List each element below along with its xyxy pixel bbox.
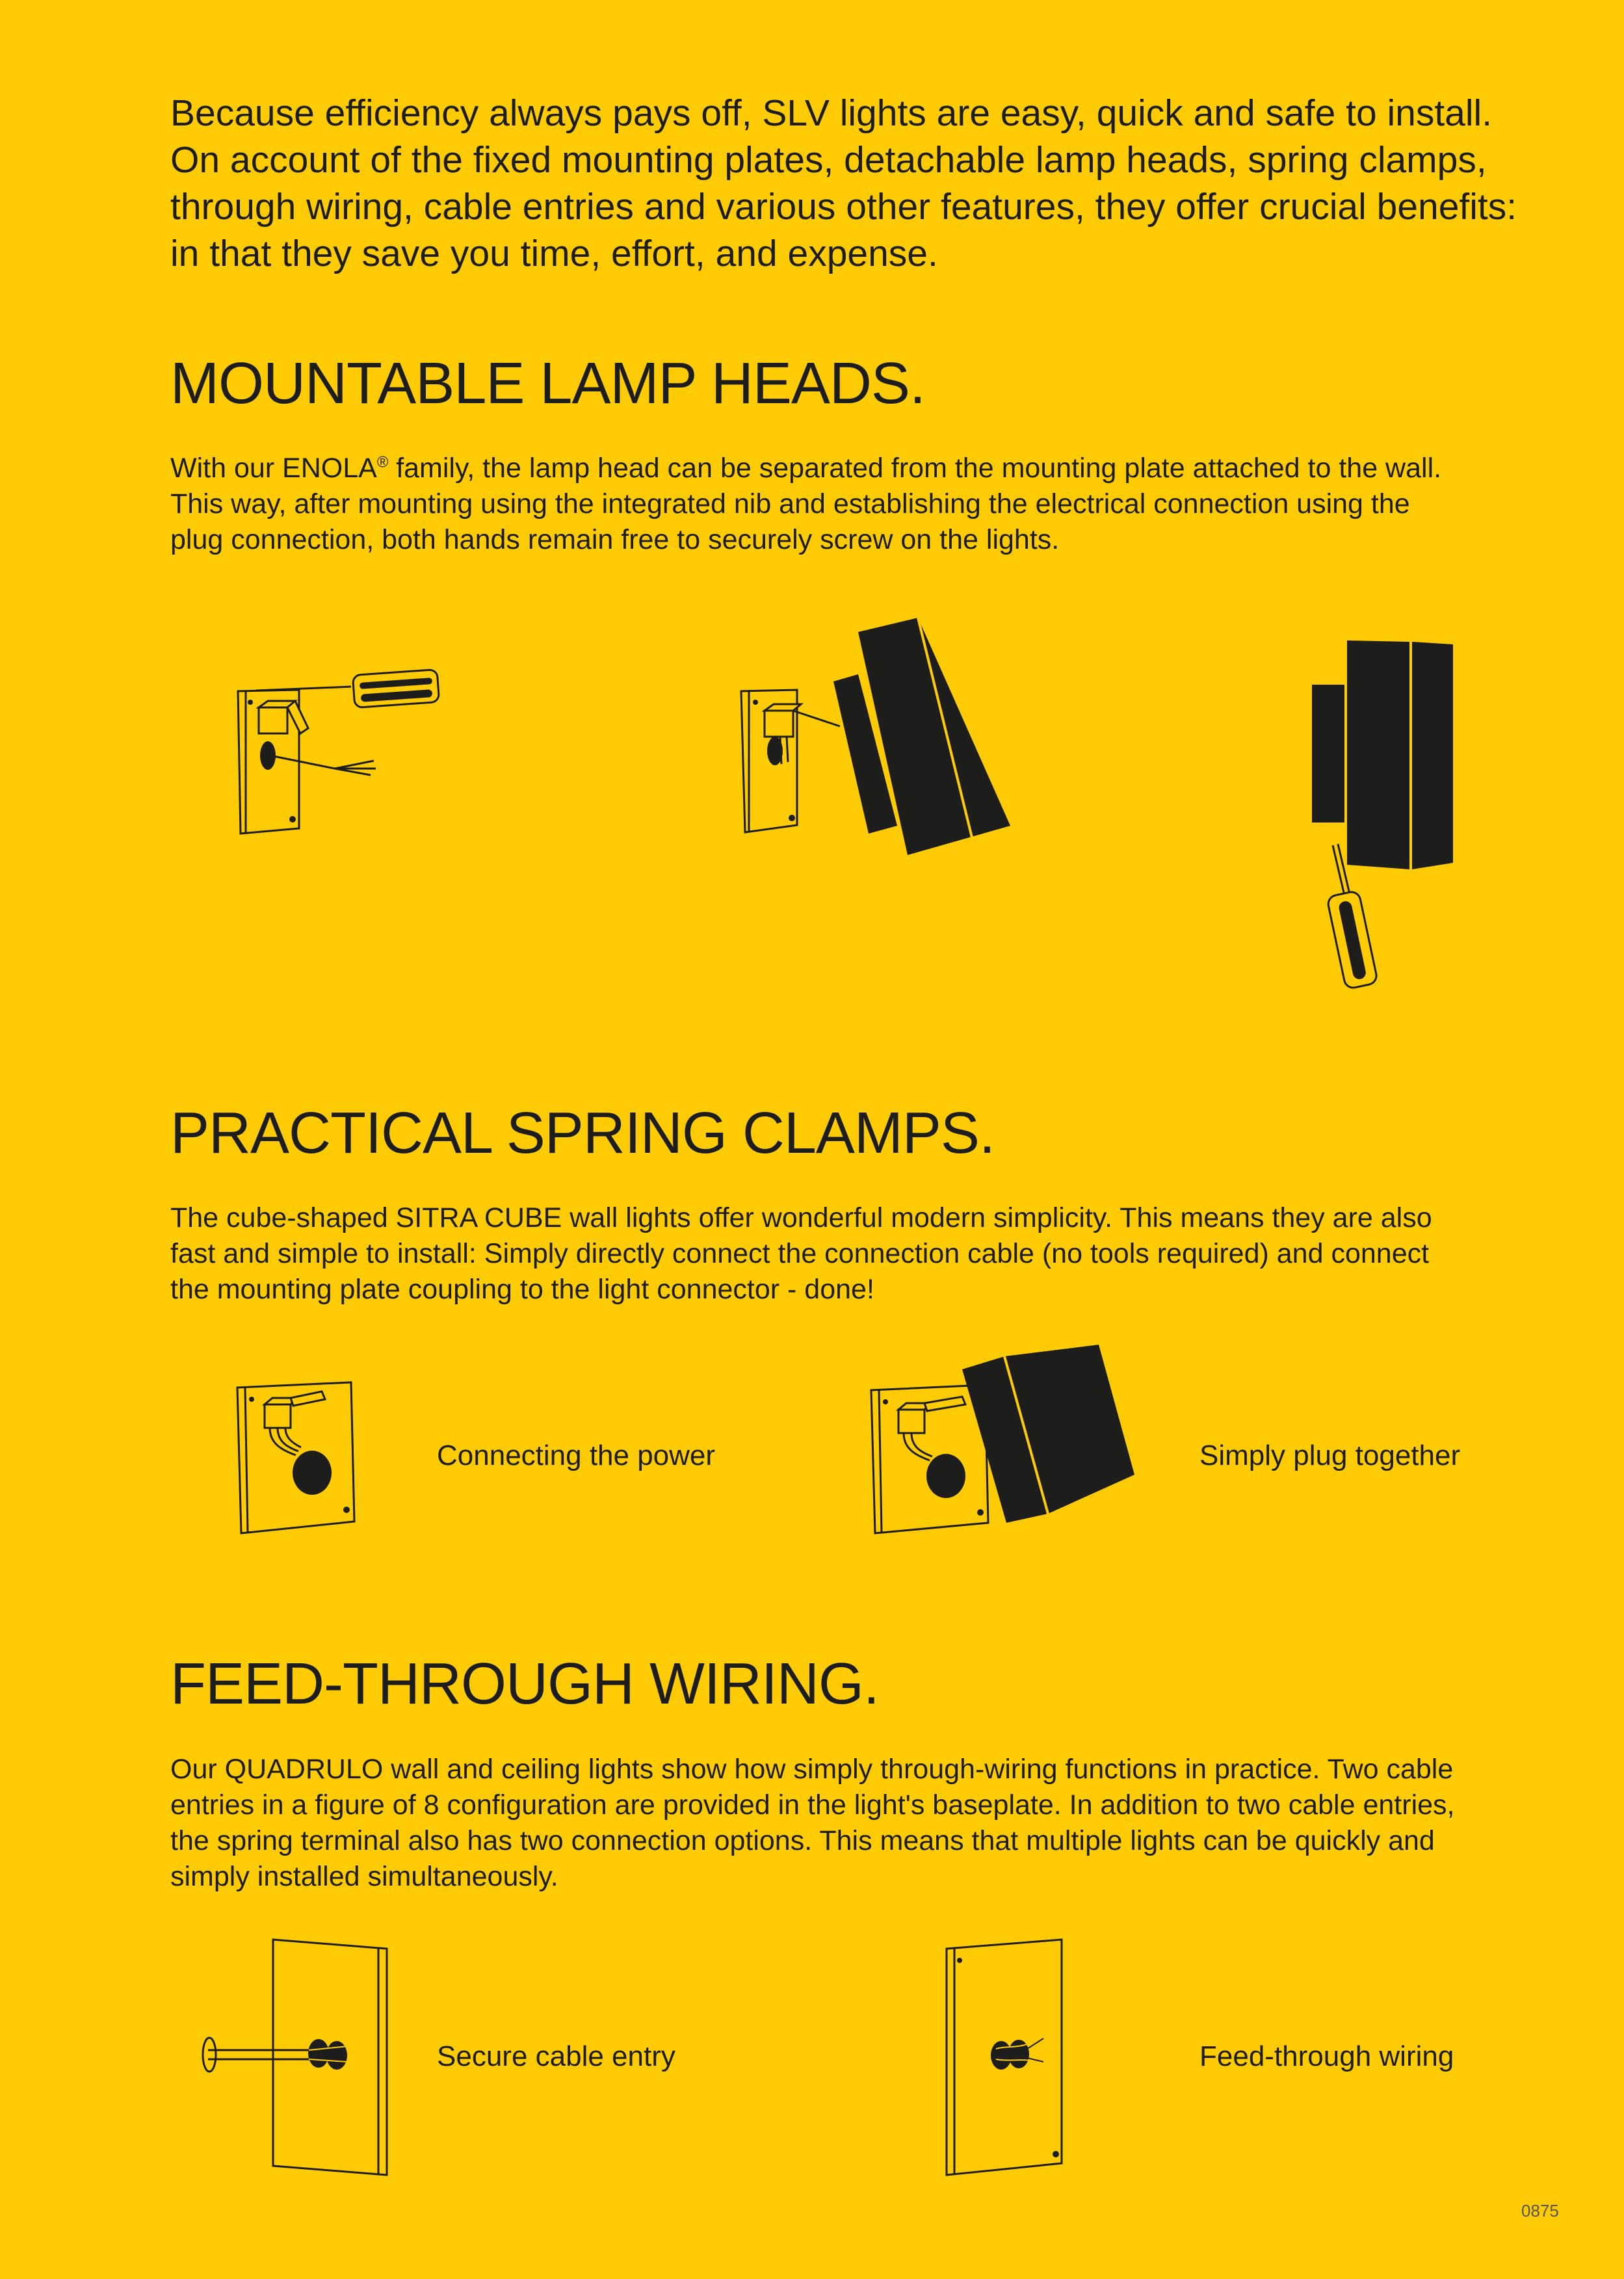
text-line [170,451,1568,486]
intro-paragraph [170,90,1568,277]
intro-line: through wiring, cable entries and various other features, they offer crucial benefits: [170,186,1517,228]
text-fragment: family, the lamp head can be separated from the mounting plate attached to the wall. [388,453,1442,484]
intro-line: Because efficiency always pays off, SLV lights are easy, quick and safe to install. [170,92,1493,134]
spring-clamp-plug-illustration [865,1339,1144,1541]
section-text-feed-through [170,1752,1568,1895]
section-title-feed-through: FEED-THROUGH WIRING. [170,1652,879,1717]
intro-line: in that they save you time, effort, and expense. [170,233,938,274]
text-line: The cube-shaped SITRA CUBE wall lights offer wonderful modern simplicity. This means they are also [170,1202,1432,1233]
text-line: Our QUADRULO wall and ceiling lights show how simply through-wiring functions in practice. Two cable [170,1754,1454,1785]
text-line: entries in a figure of 8 configuration are provided in the light's baseplate. In addition to two cable entries, [170,1789,1455,1821]
feed-through-wiring-illustration [936,1934,1079,2181]
text-fragment: With our ENOLA [170,453,377,484]
text-line: the spring terminal also has two connection options. This means that multiple lights can be quickly and [170,1825,1435,1856]
cable-entry-illustration [195,1934,397,2181]
registered-mark: ® [376,454,389,471]
caption-plug-together: Simply plug together [1199,1440,1461,1471]
text-line: fast and simple to install: Simply directly connect the connection cable (no tools required) and connect [170,1238,1430,1269]
lamp-head-attach-illustration [735,605,1021,865]
text-line: the mounting plate coupling to the light connector - done! [170,1274,874,1305]
mounting-plate-screwdriver-illustration [228,663,449,845]
section-text-lamp-heads [170,451,1568,558]
text-line: plug connection, both hands remain free to securely screw on the lights. [170,524,1060,555]
intro-line: On account of the fixed mounting plates, detachable lamp heads, spring clamps, [170,139,1487,181]
page-number: 0875 [1521,2201,1559,2220]
section-title-spring-clamps: PRACTICAL SPRING CLAMPS. [170,1101,995,1166]
section-title-lamp-heads: MOUNTABLE LAMP HEADS. [170,351,925,416]
caption-connecting-power: Connecting the power [437,1440,716,1471]
caption-feed-through-wiring: Feed-through wiring [1199,2040,1454,2072]
spring-clamp-connect-illustration [231,1378,367,1541]
lamp-mounted-screwdriver-illustration [1307,634,1469,1018]
text-line: This way, after mounting using the integrated nib and establishing the electrical connection using the [170,488,1410,520]
section-text-spring-clamps [170,1200,1568,1308]
text-line: simply installed simultaneously. [170,1861,558,1892]
caption-secure-cable-entry: Secure cable entry [437,2040,675,2072]
